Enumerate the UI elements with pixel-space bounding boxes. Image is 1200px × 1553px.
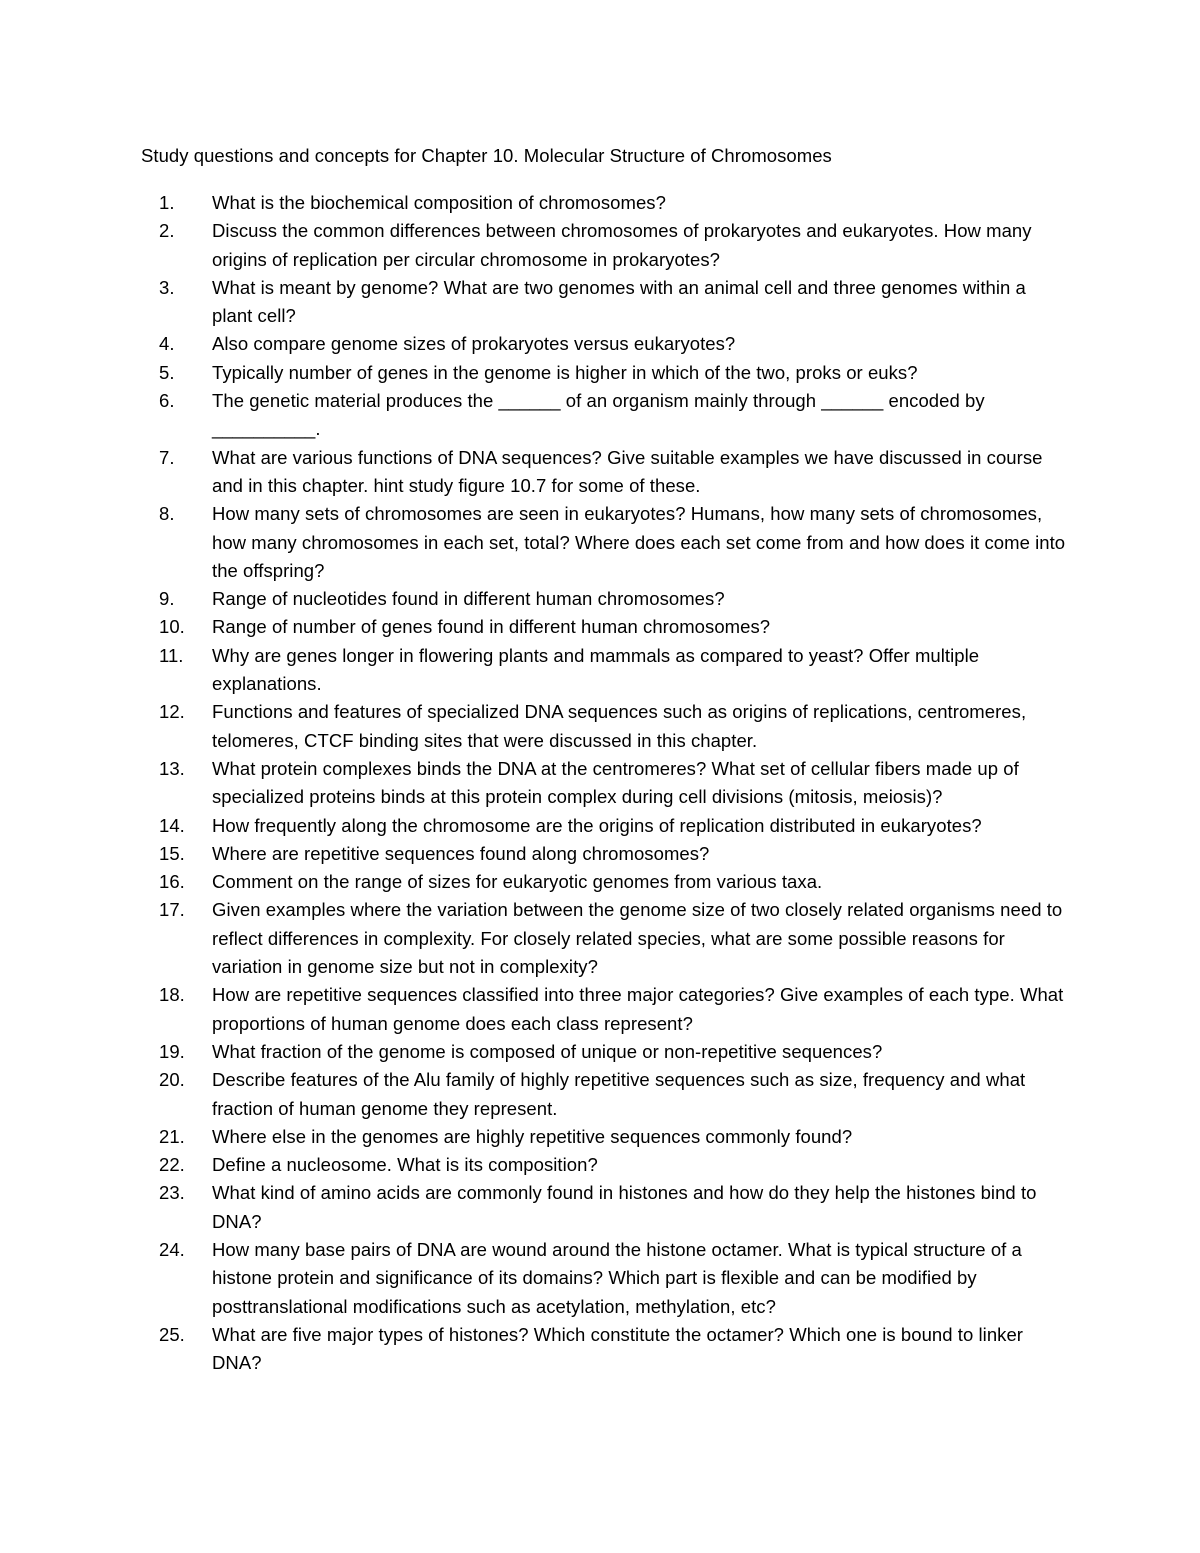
question-text: Why are genes longer in flowering plants and mammals as compared to yeast? Offer multiple explanations. xyxy=(212,644,980,695)
question-number: 10. xyxy=(159,616,185,638)
question-number: 18. xyxy=(159,984,185,1006)
question-number: 6. xyxy=(159,390,175,412)
question-text: Define a nucleosome. What is its composition? xyxy=(212,1154,598,1176)
question-text: The genetic material produces the ______ of an organism mainly through ______ encoded by __________. xyxy=(212,390,985,440)
question-text: What are five major types of histones? Which constitute the octamer? Which one is bound to linker DNA? xyxy=(212,1323,1024,1374)
document-title: Study questions and concepts for Chapter 10. Molecular Structure of Chromosomes xyxy=(141,145,832,166)
question-text: Discuss the common differences between chromosomes of prokaryotes and eukaryotes. How many origins of replication per circular chromosome in prokaryotes? xyxy=(212,220,1032,270)
question-item xyxy=(141,1236,1066,1321)
question-text: What protein complexes binds the DNA at the centromeres? What set of cellular fibers made up of specialized proteins binds at this protein complex during cell divisions (mitosis, meiosis)? xyxy=(212,757,1019,808)
question-list xyxy=(141,189,1066,1377)
question-item xyxy=(141,1066,1066,1123)
question-item xyxy=(141,896,1066,981)
question-number: 22. xyxy=(159,1154,185,1176)
question-item xyxy=(141,1038,1066,1066)
question-number: 20. xyxy=(159,1069,185,1091)
question-text: What is the biochemical composition of chromosomes? xyxy=(212,192,666,213)
question-number: 7. xyxy=(159,446,175,468)
question-text: Typically number of genes in the genome is higher in which of the two, proks or euks? xyxy=(212,361,918,383)
question-text: Range of number of genes found in different human chromosomes? xyxy=(212,616,771,638)
question-text: Where else in the genomes are highly repetitive sequences commonly found? xyxy=(212,1125,853,1147)
question-text: How many base pairs of DNA are wound around the histone octamer. What is typical structure of a histone protein and significance of its domains? Which part is flexible and can be modified by posttranslational modifications such as acetylation, methylation, etc? xyxy=(212,1238,1022,1317)
question-text: How frequently along the chromosome are the origins of replication distributed in eukaryotes? xyxy=(212,814,982,836)
question-item xyxy=(141,359,1066,387)
question-item xyxy=(141,613,1066,641)
question-text: Functions and features of specialized DNA sequences such as origins of replications, centromeres, telomeres, CTCF binding sites that were discussed in this chapter. xyxy=(212,701,1027,751)
question-number: 3. xyxy=(159,276,175,298)
question-item xyxy=(141,698,1066,755)
question-text: Describe features of the Alu family of highly repetitive sequences such as size, frequency and what fraction of human genome they represent. xyxy=(212,1069,1026,1119)
question-item xyxy=(141,1179,1066,1236)
question-number: 23. xyxy=(159,1182,185,1204)
question-text: Range of nucleotides found in different human chromosomes? xyxy=(212,588,725,610)
question-item xyxy=(141,1151,1066,1179)
question-number: 12. xyxy=(159,701,185,723)
question-item xyxy=(141,189,1066,217)
question-number: 14. xyxy=(159,814,185,836)
question-item xyxy=(141,387,1066,444)
question-item xyxy=(141,500,1066,585)
question-text: What is meant by genome? What are two genomes with an animal cell and three genomes within a plant cell? xyxy=(212,276,1026,327)
question-item xyxy=(141,868,1066,896)
question-text: Where are repetitive sequences found along chromosomes? xyxy=(212,842,710,864)
question-number: 17. xyxy=(159,899,185,921)
question-item xyxy=(141,1321,1066,1378)
question-text: Also compare genome sizes of prokaryotes versus eukaryotes? xyxy=(212,333,736,355)
question-number: 15. xyxy=(159,842,185,864)
question-item xyxy=(141,642,1066,699)
question-text: How are repetitive sequences classified into three major categories? Give examples of each type. What proportions of human genome does each class represent? xyxy=(212,984,1064,1034)
question-number: 1. xyxy=(159,192,175,213)
question-text: What kind of amino acids are commonly found in histones and how do they help the histones bind to DNA? xyxy=(212,1182,1037,1232)
question-number: 13. xyxy=(159,757,185,779)
question-item xyxy=(141,585,1066,613)
question-number: 16. xyxy=(159,871,185,893)
question-text: What are various functions of DNA sequences? Give suitable examples we have discussed in course and in this chapter. hint study figure 10.7 for some of these. xyxy=(212,446,1043,496)
question-text: How many sets of chromosomes are seen in eukaryotes? Humans, how many sets of chromosomes, how many chromosomes in each set, total? Where does each set come from and how does it come into the offspring? xyxy=(212,503,1066,581)
question-number: 19. xyxy=(159,1040,185,1062)
question-number: 11. xyxy=(159,644,184,666)
question-item xyxy=(141,755,1066,812)
question-number: 8. xyxy=(159,503,175,525)
question-text: Comment on the range of sizes for eukaryotic genomes from various taxa. xyxy=(212,871,823,893)
question-item xyxy=(141,274,1066,331)
question-number: 5. xyxy=(159,361,175,383)
question-item xyxy=(141,330,1066,358)
question-item xyxy=(141,981,1066,1038)
question-number: 4. xyxy=(159,333,175,355)
question-item xyxy=(141,217,1066,274)
question-item xyxy=(141,840,1066,868)
question-number: 21. xyxy=(159,1125,185,1147)
question-item xyxy=(141,812,1066,840)
question-item xyxy=(141,444,1066,501)
question-item xyxy=(141,1123,1066,1151)
question-number: 25. xyxy=(159,1323,185,1345)
question-text: What fraction of the genome is composed of unique or non-repetitive sequences? xyxy=(212,1040,883,1062)
question-number: 9. xyxy=(159,588,175,610)
question-text: Given examples where the variation between the genome size of two closely related organisms need to reflect differences in complexity. For closely related species, what are some possible reasons for variation in genome size but not in complexity? xyxy=(212,899,1063,978)
question-number: 2. xyxy=(159,220,175,242)
question-number: 24. xyxy=(159,1238,185,1260)
